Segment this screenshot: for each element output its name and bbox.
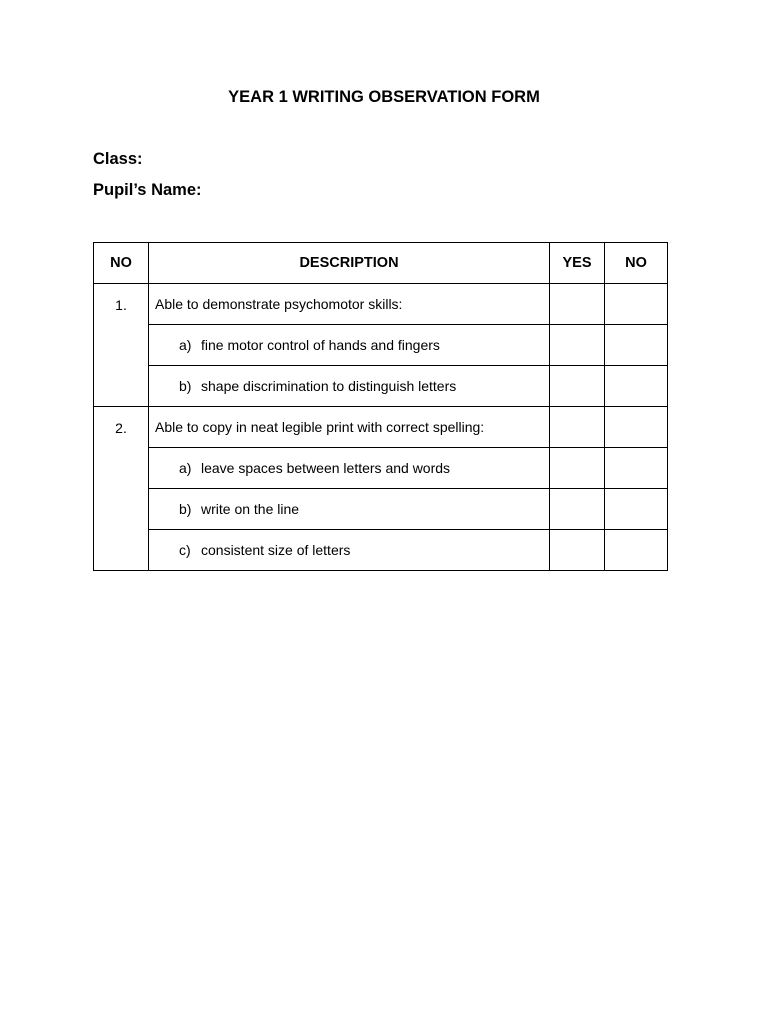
no-cell[interactable] (605, 407, 668, 448)
subitem-description (149, 448, 550, 489)
no-cell[interactable] (605, 448, 668, 489)
subitem-text: write on the line (201, 501, 300, 517)
subitem-text: fine motor control of hands and fingers (201, 337, 440, 353)
no-cell[interactable] (605, 366, 668, 407)
yes-cell[interactable] (550, 284, 605, 325)
subitem-description (149, 325, 550, 366)
class-label: Class: (93, 150, 143, 168)
form-title: YEAR 1 WRITING OBSERVATION FORM (228, 88, 540, 106)
no-cell[interactable] (605, 530, 668, 571)
observation-table (93, 242, 668, 571)
table-row (94, 284, 668, 325)
table-row (94, 530, 668, 571)
table-row (94, 366, 668, 407)
table-row (94, 448, 668, 489)
no-cell[interactable] (605, 284, 668, 325)
subitem-description (149, 489, 550, 530)
no-cell[interactable] (605, 325, 668, 366)
yes-cell[interactable] (550, 407, 605, 448)
pupil-name-label: Pupil’s Name: (93, 181, 202, 199)
subitem-letter: b) (179, 501, 192, 517)
item-number: 1. (94, 284, 149, 407)
item-description: Able to copy in neat legible print with correct spelling: (149, 407, 550, 448)
yes-cell[interactable] (550, 530, 605, 571)
item-description: Able to demonstrate psychomotor skills: (149, 284, 550, 325)
table-row (94, 407, 668, 448)
yes-cell[interactable] (550, 489, 605, 530)
subitem-text: consistent size of letters (201, 542, 351, 558)
yes-cell[interactable] (550, 448, 605, 489)
yes-cell[interactable] (550, 325, 605, 366)
item-number: 2. (94, 407, 149, 571)
subitem-letter: c) (179, 542, 191, 558)
yes-cell[interactable] (550, 366, 605, 407)
subitem-text: shape discrimination to distinguish letters (201, 378, 457, 394)
subitem-text: leave spaces between letters and words (201, 460, 451, 476)
header-description: DESCRIPTION (149, 243, 550, 284)
table-row (94, 325, 668, 366)
subitem-letter: a) (179, 460, 192, 476)
subitem-description (149, 366, 550, 407)
subitem-description (149, 530, 550, 571)
header-yes: YES (550, 243, 605, 284)
table-row (94, 489, 668, 530)
header-no-answer: NO (605, 243, 668, 284)
no-cell[interactable] (605, 489, 668, 530)
subitem-letter: b) (179, 378, 192, 394)
header-no: NO (94, 243, 149, 284)
subitem-letter: a) (179, 337, 192, 353)
table-header-row (94, 243, 668, 284)
